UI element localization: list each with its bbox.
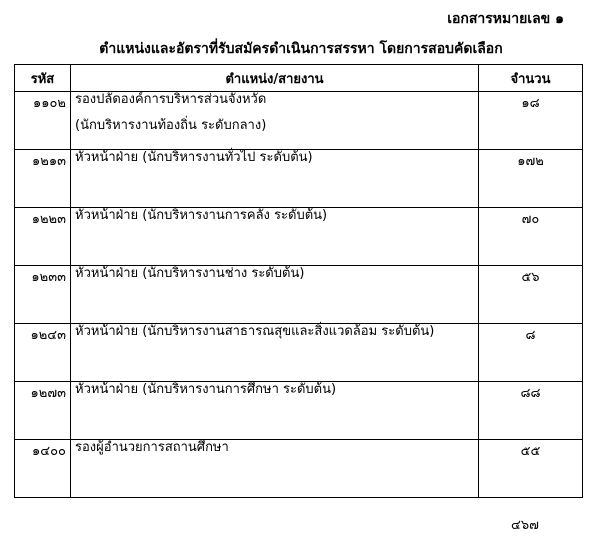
row-code: ๑๒๒๓ xyxy=(15,208,71,266)
row-title-line1: รองปลัดองค์การบริหารส่วนจังหวัด xyxy=(75,92,267,107)
row-code: ๑๒๗๓ xyxy=(15,382,71,440)
row-title xyxy=(71,150,479,208)
positions-table xyxy=(14,64,583,498)
table-row xyxy=(15,208,583,266)
table-row xyxy=(15,266,583,324)
row-title-line1: หัวหน้าฝ่าย (นักบริหารงานสาธารณสุขและสิ่งแวดล้อม ระดับต้น) xyxy=(75,324,435,339)
table-row xyxy=(15,92,583,150)
row-code: ๑๒๓๓ xyxy=(15,266,71,324)
table-header-row xyxy=(15,65,583,92)
row-code: ๑๔๐๐ xyxy=(15,440,71,498)
document-title: ตำแหน่งและอัตราที่รับสมัครดำเนินการสรรหา โดยการสอบคัดเลือก xyxy=(99,41,503,57)
table-row xyxy=(15,324,583,382)
table-row xyxy=(15,440,583,498)
row-title xyxy=(71,324,479,382)
row-title-line1: หัวหน้าฝ่าย (นักบริหารงานช่าง ระดับต้น) xyxy=(75,266,305,281)
row-code: ๑๒๔๓ xyxy=(15,324,71,382)
document-number-label: เอกสารหมายเลข ๑ xyxy=(447,11,564,27)
row-count: ๕๕ xyxy=(479,440,583,498)
table-row xyxy=(15,382,583,440)
row-count: ๕๖ xyxy=(479,266,583,324)
row-title-line1: หัวหน้าฝ่าย (นักบริหารงานการคลัง ระดับต้น) xyxy=(75,208,328,223)
row-code: ๑๑๐๒ xyxy=(15,92,71,150)
page-number: ๔๖๗ xyxy=(511,518,539,533)
row-code: ๑๒๑๓ xyxy=(15,150,71,208)
row-title-line1: หัวหน้าฝ่าย (นักบริหารงานการศึกษา ระดับต้น) xyxy=(75,382,337,397)
row-title xyxy=(71,440,479,498)
row-count: ๗๐ xyxy=(479,208,583,266)
row-count: ๘๘ xyxy=(479,382,583,440)
table-row xyxy=(15,150,583,208)
row-title xyxy=(71,382,479,440)
row-title-line1: รองผู้อำนวยการสถานศึกษา xyxy=(75,440,229,455)
row-title xyxy=(71,208,479,266)
row-count: ๑๘ xyxy=(479,92,583,150)
row-title xyxy=(71,266,479,324)
row-count: ๘ xyxy=(479,324,583,382)
row-count: ๑๗๒ xyxy=(479,150,583,208)
header-count: จำนวน xyxy=(479,65,583,92)
row-title-line2: (นักบริหารงานท้องถิ่น ระดับกลาง) xyxy=(75,118,267,133)
row-title-line1: หัวหน้าฝ่าย (นักบริหารงานทั่วไป ระดับต้น) xyxy=(75,150,313,165)
header-position: ตำแหน่ง/สายงาน xyxy=(71,65,479,92)
row-title xyxy=(71,92,479,150)
header-code: รหัส xyxy=(15,65,71,92)
